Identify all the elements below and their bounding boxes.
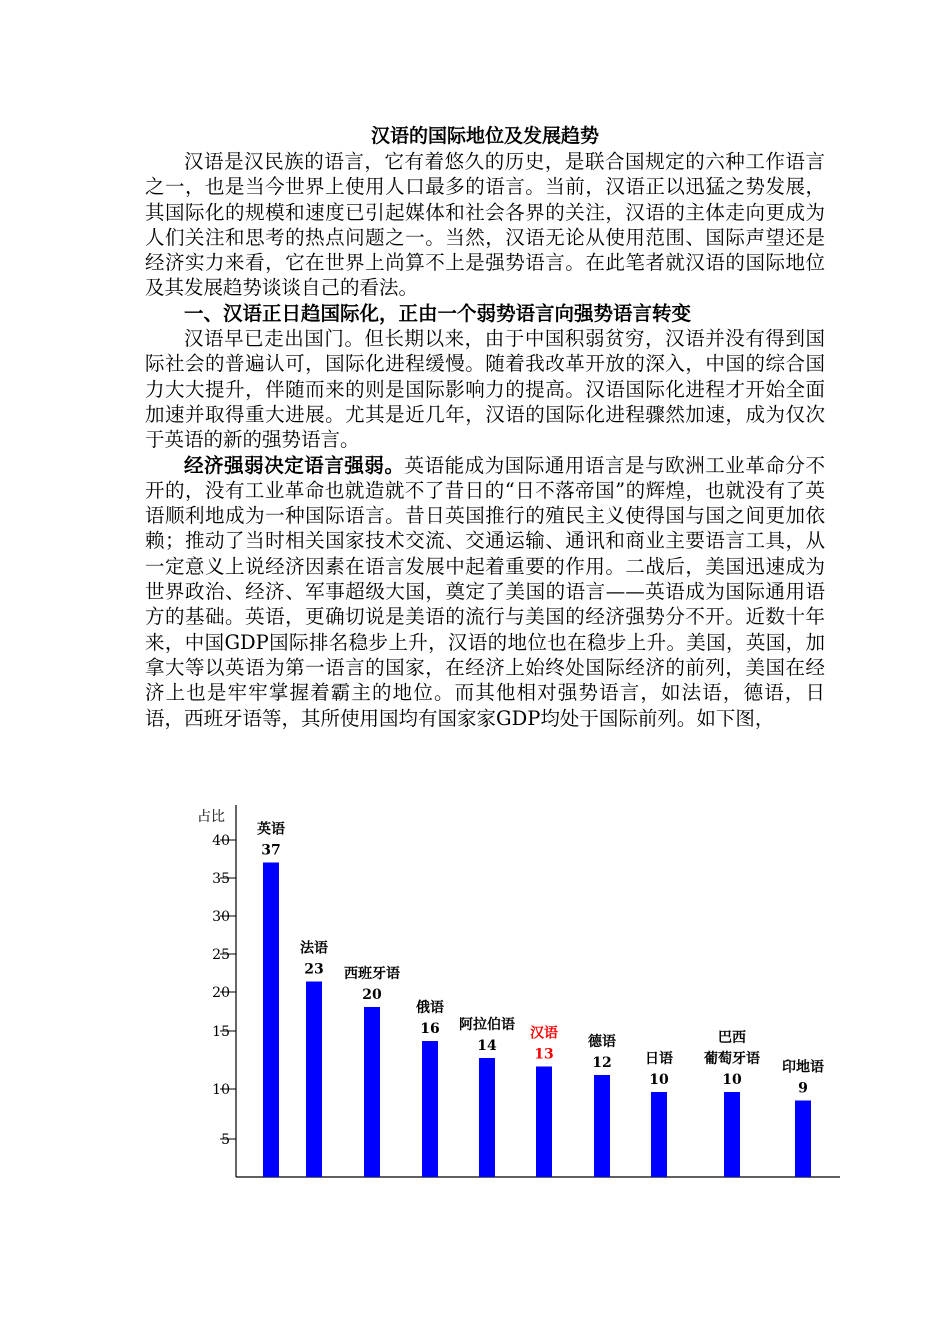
bar-label-0: 英语: [257, 821, 285, 838]
y-tick-label-25: 25: [212, 947, 230, 963]
bar-label-5: 汉语: [530, 1025, 558, 1042]
bar-value-2: 20: [362, 987, 382, 1003]
y-axis-label: 占比: [197, 809, 225, 825]
bar-value-8: 10: [722, 1072, 742, 1088]
y-tick-label-30: 30: [212, 909, 230, 925]
bar-value-1: 23: [304, 961, 324, 978]
y-tick-label-15: 15: [212, 1024, 230, 1040]
language-share-chart: [180, 800, 860, 1200]
bar-label-6: 德语: [588, 1034, 616, 1050]
bar-9: [795, 1101, 811, 1178]
bar-label-2: 西班牙语: [344, 966, 400, 982]
paragraph-2: [145, 453, 825, 731]
bar-label-9: 印地语: [782, 1059, 824, 1076]
bar-value-4: 14: [477, 1038, 497, 1054]
bar-4: [479, 1058, 495, 1177]
bar-0: [263, 863, 279, 1178]
y-tick-label-5: 5: [221, 1132, 230, 1148]
paragraph-2-text: 英语能成为国际通用语言是与欧洲工业革命分不开的，没有工业革命也就造就不了昔日的“日不落帝国”的辉煌，也就没有了英语顺利地成为一种国际语言。昔日英国推行的殖民主义使得国与国之间更加依赖；推动了当时相关国家技术交流、交通运输、通讯和商业主要语言工具，从一定意义上说经济因素在语言发展中起着重要的作用。二战后，美国迅速成为世界政治、经济、军事超级大国，奠定了美国的语言——英语成为国际通用语方的基础。英语，更确切说是美语的流行与美国的经济强势分不开。近数十年来，中国GDP国际排名稳步上升，汉语的地位也在稳步上升。美国，英国，加拿大等以英语为第一语言的国家，在经济上始终处国际经济的前列，美国在经济上也是牢牢掌握着霸主的地位。而其他相对强势语言，如法语，德语，日语，西班牙语等，其所使用国均有国家家GDP均处于国际前列。如下图，: [145, 453, 825, 730]
bar-7: [651, 1092, 667, 1177]
bar-value-6: 12: [592, 1055, 612, 1071]
bar-value-3: 16: [420, 1021, 440, 1037]
bar-1: [306, 982, 322, 1178]
bar-2: [364, 1007, 380, 1177]
bar-5: [536, 1067, 552, 1178]
bar-label-3: 俄语: [416, 1000, 444, 1016]
bar-label-1: 法语: [300, 940, 328, 957]
bar-value-5: 13: [534, 1046, 554, 1063]
paragraph-2-lead: 经济强弱决定语言强弱。: [184, 453, 405, 477]
y-tick-label-10: 10: [212, 1082, 230, 1098]
y-tick-label-20: 20: [212, 985, 230, 1001]
bar-value-7: 10: [649, 1072, 669, 1088]
intro-paragraph: 汉语是汉民族的语言，它有着悠久的历史，是联合国规定的六种工作语言之一，也是当今世界上使用人口最多的语言。当前，汉语正以迅猛之势发展，其国际化的规模和速度已引起媒体和社会各界的关注，汉语的主体走向更成为人们关注和思考的热点问题之一。当然，汉语无论从使用范围、国际声望还是经济实力来看，它在世界上尚算不上是强势语言。在此笔者就汉语的国际地位及其发展趋势谈谈自己的看法。: [145, 150, 825, 300]
paragraph-1: 汉语早已走出国门。但长期以来，由于中国积弱贫穷，汉语并没有得到国际社会的普遍认可，国际化进程缓慢。随着我改革开放的深入，中国的综合国力大大提升，伴随而来的则是国际影响力的提高。汉语国际化进程才开始全面加速并取得重大进展。尤其是近几年，汉语的国际化进程骤然加速，成为仅次于英语的新的强势语言。: [145, 327, 825, 452]
bar-value-0: 37: [261, 842, 281, 859]
bar-label-7: 日语: [645, 1051, 673, 1067]
bar-label-8-1: 葡萄牙语: [704, 1051, 760, 1067]
bar-label-8-0: 巴西: [718, 1030, 746, 1046]
y-tick-label-40: 40: [212, 833, 230, 849]
bar-8: [724, 1092, 740, 1177]
document-title: 汉语的国际地位及发展趋势: [370, 125, 599, 147]
bar-6: [594, 1075, 610, 1177]
section-heading: 一、汉语正日趋国际化，正由一个弱势语言向强势语言转变: [184, 301, 692, 325]
bar-value-9: 9: [798, 1080, 808, 1097]
bar-3: [422, 1041, 438, 1177]
document-body: [145, 124, 825, 731]
y-tick-label-35: 35: [212, 871, 230, 887]
bar-label-4: 阿拉伯语: [459, 1017, 515, 1033]
